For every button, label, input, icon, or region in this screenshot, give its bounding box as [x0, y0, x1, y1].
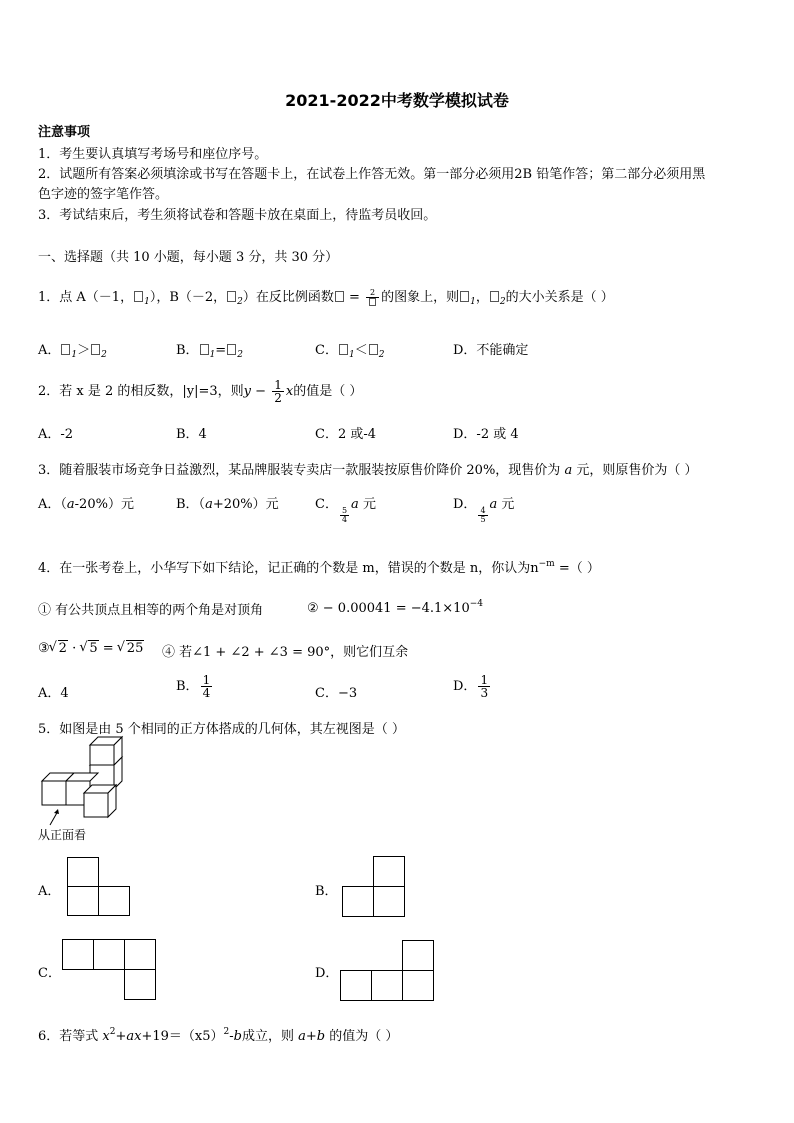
q2-fraction: [272, 379, 284, 404]
frac-n: 1: [202, 673, 211, 687]
placeholder-glyph: [61, 344, 70, 355]
opt-text: -20%）元: [74, 497, 134, 512]
q1-mid3: 的图象上，则: [381, 290, 460, 305]
q6-sup: 2: [109, 1027, 116, 1037]
opt-sub: 2: [378, 350, 385, 360]
frac-d: 4: [341, 515, 348, 524]
opt-label: A．（: [38, 497, 67, 512]
frac-d: 4: [202, 686, 211, 700]
notice-heading: 注意事项: [38, 125, 91, 140]
q1-prefix: 1．点 A（－1，: [38, 290, 134, 305]
q6-ab: a+b: [298, 1029, 326, 1044]
q1-fraction: [366, 289, 379, 307]
q3-option-d[interactable]: [453, 493, 514, 524]
question-1: [38, 286, 614, 307]
placeholder-glyph: [227, 291, 236, 302]
q5-option-a[interactable]: A．: [38, 884, 61, 899]
q2-minus: −: [251, 384, 271, 399]
frac-d: 3: [480, 686, 489, 700]
opt-a: a: [351, 497, 359, 512]
q1-option-c[interactable]: [315, 339, 384, 360]
q1-mid2: ）在反比例函数: [242, 290, 334, 305]
q4-item2-sup: −4: [469, 599, 484, 609]
dot: ·: [67, 641, 81, 656]
q4-item-2: [307, 599, 483, 616]
placeholder-glyph: [460, 291, 469, 302]
q1-sub2b: 2: [499, 297, 506, 307]
q1-mid1: ），B（－2，: [149, 290, 227, 305]
q2-frac-d: 2: [274, 391, 282, 405]
question-2: [38, 379, 362, 404]
question-6: [38, 1025, 398, 1044]
opt-label: C．: [315, 497, 338, 512]
q4-item-4: ④ 若∠1 + ∠2 + ∠3 = 90°，则它们互余: [162, 645, 409, 660]
q3-text-b: 元，则原售价为（ ）: [572, 463, 698, 478]
q4-item3-mark: ③: [38, 641, 50, 656]
q4-n: n: [530, 561, 539, 576]
frac-n: 4: [480, 506, 486, 515]
option-b-view[interactable]: [342, 856, 406, 918]
frac-n: 5: [341, 506, 348, 515]
q4-item2-text: ② − 0.00041 = −4.1×10: [307, 601, 470, 616]
opt-label: D．: [453, 679, 477, 694]
q4-option-c[interactable]: C．−3: [315, 686, 358, 701]
q6-minus-b: -b: [229, 1029, 242, 1044]
q4-option-a[interactable]: A．4: [38, 686, 69, 701]
q1-sub2: 2: [237, 297, 243, 307]
q3-option-a[interactable]: [38, 493, 134, 512]
opt-label: B．: [176, 679, 199, 694]
q3-a: a: [564, 463, 573, 478]
q4-option-d[interactable]: [453, 674, 492, 699]
q4-eq: =（ ）: [554, 561, 600, 576]
sqrt-25: [118, 641, 145, 656]
option-d-view[interactable]: [340, 940, 434, 1002]
q4-item-3: [38, 641, 144, 656]
opt-label: D．: [453, 497, 477, 512]
q2-option-b[interactable]: B．4: [176, 427, 207, 442]
q6-plus: +: [115, 1029, 127, 1044]
q1-option-a[interactable]: [38, 339, 107, 360]
placeholder-glyph: [134, 291, 143, 302]
section-heading: 一、选择题（共 10 小题，每小题 3 分，共 30 分）: [38, 250, 339, 265]
opt-text: +20%）元: [212, 497, 279, 512]
opt-op: =: [215, 343, 227, 358]
notice-line-3: 色字迹的签字笔作答。: [38, 187, 169, 202]
q3-option-b[interactable]: [176, 493, 279, 512]
question-4: [38, 557, 600, 576]
sqrt-5: [80, 641, 98, 656]
placeholder-glyph: [369, 344, 378, 355]
q6-sup2: 2: [223, 1027, 230, 1037]
placeholder-glyph: [91, 344, 100, 355]
opt-op: ＞: [77, 343, 91, 358]
q2-option-a[interactable]: A．-2: [38, 427, 74, 442]
q5-option-d[interactable]: D．: [315, 966, 339, 981]
opt-sub: 1: [348, 350, 355, 360]
q1-suffix: 的大小关系是（ ）: [505, 290, 614, 305]
opt-label: A．: [38, 343, 61, 358]
placeholder-glyph: [227, 344, 236, 355]
opt-a: a: [489, 497, 498, 512]
q2-suffix: 的值是（ ）: [293, 384, 363, 399]
q1-sub1b: 1: [470, 297, 476, 307]
q4-b-fraction: [201, 674, 213, 699]
q4-text: 4．在一张考卷上，小华写下如下结论，记正确的个数是 m，错误的个数是 n，你认为: [38, 561, 531, 576]
placeholder-glyph: [335, 291, 344, 302]
q3-option-c[interactable]: [315, 493, 376, 524]
q4-sup: −m: [538, 559, 555, 569]
notice-line-2: 2．试题所有答案必须填涂或书写在答题卡上，在试卷上作答无效。第一部分必须用2B 铅笔作答；第二部分必须用黑: [38, 167, 706, 182]
question-5: 5．如图是由 5 个相同的正方体搭成的几何体，其左视图是（ ）: [38, 722, 405, 737]
placeholder-glyph: [200, 344, 209, 355]
placeholder-glyph: [490, 291, 499, 302]
q3-c-fraction: [340, 507, 349, 524]
q1-frac-denominator: [366, 298, 379, 307]
q3-d-fraction: [478, 507, 487, 524]
q6-x: x: [102, 1029, 110, 1044]
opt-op: ＜: [354, 343, 368, 358]
option-c-view[interactable]: [62, 939, 156, 1001]
q1-option-d[interactable]: D．不能确定: [453, 343, 529, 358]
opt-label: C．: [315, 343, 338, 358]
q2-x: x: [285, 384, 294, 399]
opt-sub: 2: [237, 350, 243, 360]
q6-suffix: 的值为（ ）: [325, 1029, 399, 1044]
opt-yuan: 元: [358, 497, 376, 512]
notice-line-4: 3．考试结束后，考生须将试卷和答题卡放在桌面上，待监考员收回。: [38, 208, 437, 223]
q1-frac-numerator: 2: [366, 289, 379, 298]
opt-a: a: [205, 497, 213, 512]
arrow-icon: [44, 807, 64, 827]
radicand: 2: [58, 641, 67, 656]
placeholder-glyph: [369, 298, 376, 306]
radicand: 5: [89, 641, 98, 656]
sqrt-2: [50, 641, 68, 656]
q2-option-d[interactable]: D．-2 或 4: [453, 427, 519, 442]
q2-frac-n: 1: [274, 378, 282, 392]
q1-sub1: 1: [144, 297, 150, 307]
front-view-label: 从正面看: [38, 828, 87, 842]
q3-text-a: 3．随着服装市场竞争日益激烈，某品牌服装专卖店一款服装按原售价降价 20%，现售价为: [38, 463, 565, 478]
q5-option-c[interactable]: C．: [38, 966, 61, 981]
question-3: [38, 459, 697, 478]
page-title: 2021-2022中考数学模拟试卷: [285, 91, 509, 110]
opt-a: a: [66, 497, 75, 512]
q2-y: y: [243, 384, 252, 399]
notice-line-1: 1．考生要认真填写考场号和座位序号。: [38, 147, 268, 162]
option-a-view[interactable]: [67, 857, 131, 917]
q1-comma: ，: [475, 290, 489, 305]
q5-option-b[interactable]: B．: [315, 884, 338, 899]
frac-d: 5: [480, 515, 486, 524]
radicand: 25: [126, 641, 144, 656]
q2-option-c[interactable]: C．2 或-4: [315, 427, 377, 442]
q6-rest: +19＝（x5）: [141, 1029, 224, 1044]
q6-pre: 6．若等式: [38, 1029, 103, 1044]
q6-ax: ax: [126, 1029, 142, 1044]
q1-eq: =: [344, 290, 365, 305]
q4-item-1: ① 有公共顶点且相等的两个角是对顶角: [38, 603, 264, 618]
q2-prefix: 2．若 x 是 2 的相反数，|y|=3，则: [38, 384, 244, 399]
placeholder-glyph: [339, 344, 348, 355]
q4-option-b[interactable]: [176, 674, 214, 699]
q4-d-fraction: [478, 674, 490, 699]
opt-yuan: 元: [497, 497, 515, 512]
q6-post: 成立，则: [241, 1029, 299, 1044]
opt-sub: 1: [71, 350, 78, 360]
q1-option-b[interactable]: [176, 339, 243, 360]
eq: =: [98, 641, 118, 656]
opt-sub: 2: [101, 350, 107, 360]
opt-label: B．: [176, 343, 199, 358]
opt-label: B．（: [176, 497, 206, 512]
frac-n: 1: [480, 673, 489, 687]
opt-sub: 1: [209, 350, 216, 360]
